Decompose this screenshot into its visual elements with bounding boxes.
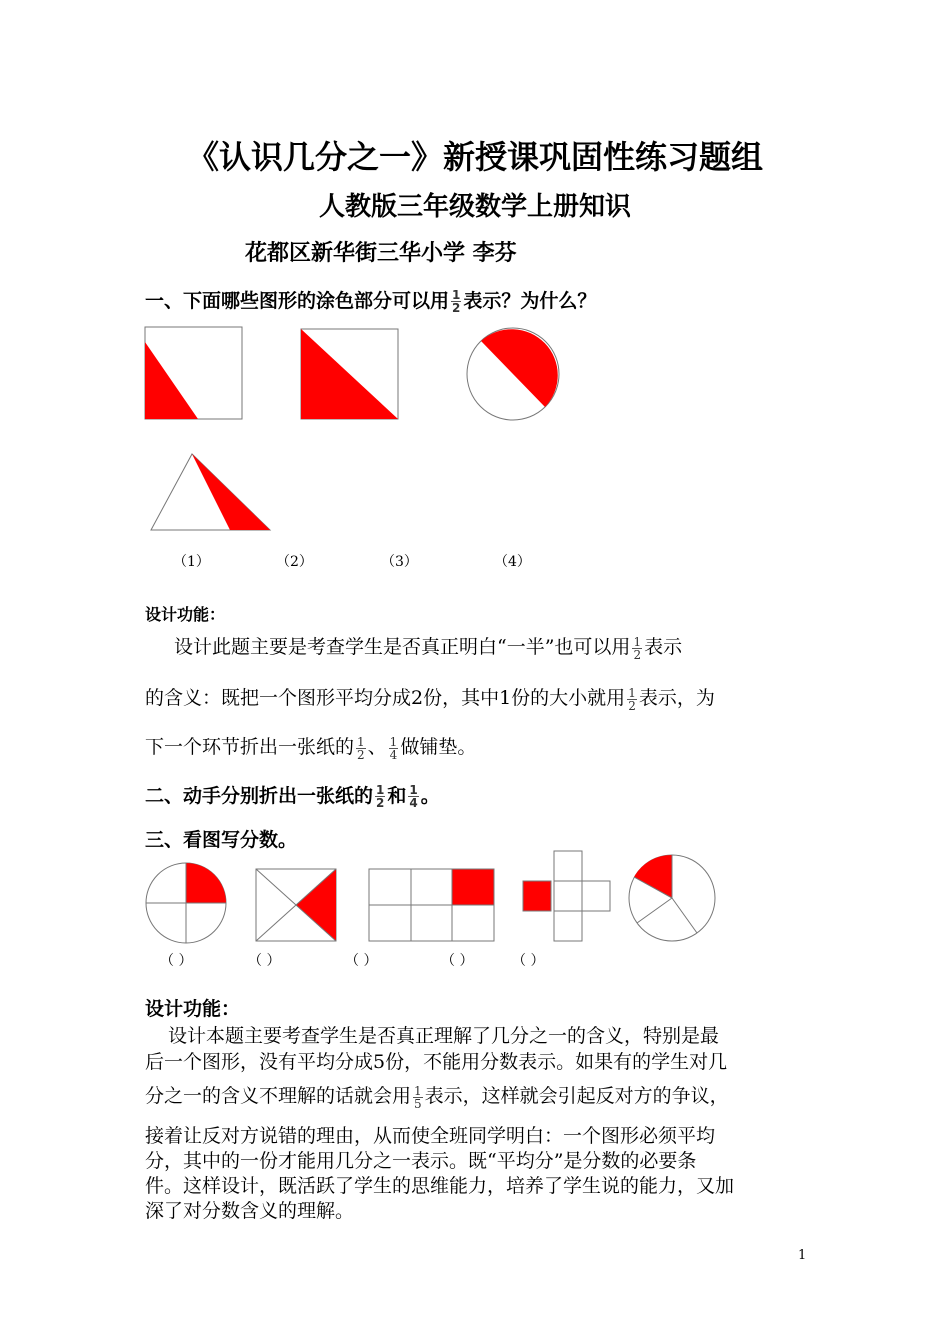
design-1-line-1: 设计此题主要是考查学生是否真正明白“一半”也可以用 $\frac{1}{2}$ 表示 [174,634,683,662]
design-heading-2: 设计功能： [145,998,241,1020]
page-title: 《认识几分之一》新授课巩固性练习题组 [186,138,763,176]
question-1 [145,286,596,314]
figure-triangle [151,454,270,530]
figure-circle-quarters [146,863,226,943]
figure-circle [467,328,559,420]
figure-label-2: （2） [276,554,313,570]
question-2: 二、动手分别折出一张纸的 $\frac{1}{2}$ 和 $\frac{1}{4}$ 。 [145,783,440,810]
design-2-line-4: 接着让反对方说错的理由，从而使全班同学明白：一个图形必须平均 [145,1125,716,1147]
figure-rectangle-sixths [369,869,494,941]
author-line: 花都区新华街三华小学 李芬 [245,241,517,266]
figure-square-diagonals [256,869,336,941]
answer-blank-2: （ ） [248,953,281,969]
fraction-quarter: $\frac{1}{4}$ [409,783,418,810]
answer-blank-3: （ ） [345,953,378,969]
design-1-line-2: 的含义：既把一个图形平均分成2份，其中1份的大小就用 $\frac{1}{2}$ 表示，为 [145,685,715,713]
design-2-line-1: 设计本题主要考查学生是否真正理解了几分之一的含义，特别是最 [168,1025,720,1047]
figure-label-3: （3） [381,554,418,570]
fraction-half: $\frac{1}{2}$ [628,685,636,713]
design-2-line-3: 分之一的含义不理解的话就会用 $\frac{1}{5}$ 表示，这样就会引起反对方的争议， [145,1083,729,1111]
question-3-figures [140,848,730,948]
answer-blank-5: （ ） [512,953,545,969]
question-1-text: 一、下面哪些图形的涂色部分可以用 [145,290,450,312]
design-2-line-6: 件。这样设计，既活跃了学生的思维能力，培养了学生说的能力，又加 [145,1175,735,1197]
design-2-line-7: 深了对分数含义的理解。 [145,1200,355,1222]
figure-label-4: （4） [494,554,531,570]
figure-cross-net [523,851,610,941]
fraction-half: $\frac{1}{2}$ [376,783,385,810]
answer-blank-4: （ ） [441,953,474,969]
fraction-half: $\frac{1}{2}$ [357,734,365,762]
design-heading-1: 设计功能： [145,605,226,624]
design-2-line-2: 后一个图形，没有平均分成5份，不能用分数表示。如果有的学生对几 [145,1051,728,1073]
fraction-fifth: $\frac{1}{5}$ [414,1083,422,1111]
design-2-line-5: 分，其中的一份才能用几分之一表示。既“平均分”是分数的必要条 [145,1150,697,1172]
figure-square-2 [301,329,398,419]
question-1-text-end: 表示？为什么？ [463,290,597,312]
figure-circle-unequal [629,855,715,941]
question-1-figures [140,320,580,540]
question-3: 三、看图写分数。 [145,829,298,851]
figure-square-1 [145,327,242,419]
page-subtitle: 人教版三年级数学上册知识 [318,192,631,222]
fraction-quarter: $\frac{1}{4}$ [389,734,398,762]
answer-blank-1: （ ） [160,953,193,969]
fraction-half: $\frac{1}{2}$ [452,288,461,315]
figure-label-1: （1） [173,554,210,570]
design-1-line-3: 下一个环节折出一张纸的 $\frac{1}{2}$ 、 $\frac{1}{4}$ 做铺垫。 [145,734,477,762]
fraction-half: $\frac{1}{2}$ [633,634,642,662]
page-number: 1 [798,1248,807,1263]
